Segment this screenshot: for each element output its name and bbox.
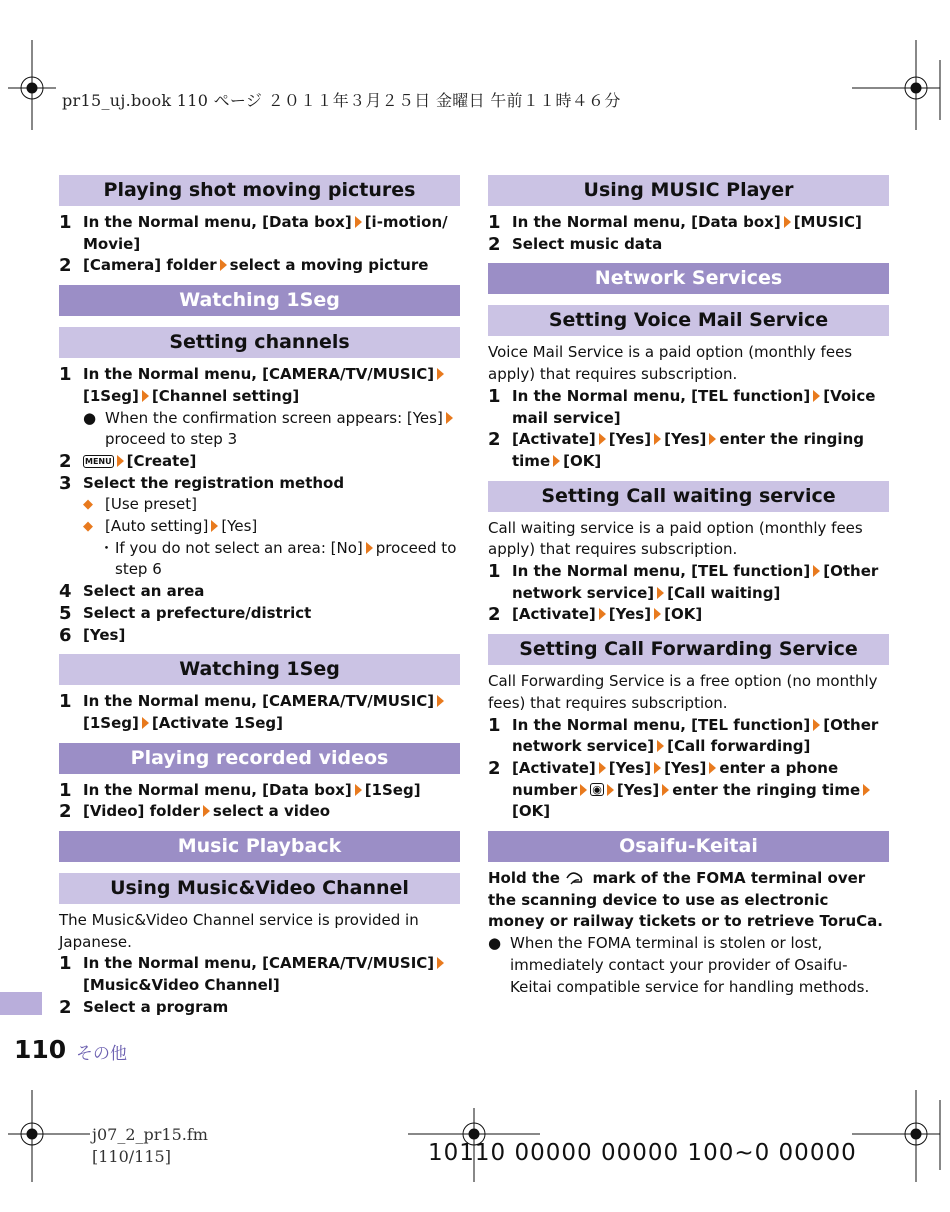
chapter-title: Osaifu-Keitai [488, 831, 889, 862]
section-title: Using Music&Video Channel [59, 873, 460, 904]
step: 1 In the Normal menu, [CAMERA/TV/MUSIC][Music&Video Channel] [59, 953, 460, 996]
paragraph: Call waiting service is a paid option (monthly fees apply) that requires subscription. [488, 518, 863, 559]
note-bullet: ● When the confirmation screen appears: [Yes]proceed to step 3 [59, 408, 460, 451]
step: 3 Select the registration method [59, 472, 345, 494]
paragraph-bold: Hold the mark of the FOMA terminal over the scanning device to use as electronic money or railway tickets or to retrieve ToruCa. [488, 869, 884, 931]
left-column [59, 175, 460, 1019]
sub-bullet: ・ If you do not select an area: [No] proceed to step 6 [99, 538, 457, 579]
barcode-text: 10110 00000 00000 100~0 00000 [428, 1140, 857, 1166]
section-title: Setting Voice Mail Service [488, 305, 889, 336]
paragraph: Voice Mail Service is a paid option (monthly fees apply) that requires subscription. [488, 343, 853, 384]
print-header: pr15_uj.book 110 ページ ２０１１年３月２５日 金曜日 午前１１時４６分 [62, 91, 621, 110]
step: 1 In the Normal menu, [CAMERA/TV/MUSIC][1Seg] [Activate 1Seg] [59, 691, 460, 734]
option-bullet: ◆ [Auto setting] [Yes] [83, 517, 258, 536]
step: 1 In the Normal menu, [TEL function] [Other network service] [Call waiting] [488, 561, 879, 602]
chapter-title: Watching 1Seg [59, 285, 460, 316]
section-title: Watching 1Seg [59, 654, 460, 685]
file-name: j07_2_pr15.fm [92, 1125, 208, 1144]
step: 1 In the Normal menu, [TEL function] [Other network service] [Call forwarding] [488, 714, 879, 756]
step: 1 In the Normal menu, [TEL function] [Voice mail service] [488, 385, 876, 427]
step: 1 In the Normal menu, [Data box] [1Seg] [59, 779, 421, 801]
step: 4 Select an area [59, 581, 205, 603]
section-title: Setting Call Forwarding Service [488, 634, 889, 665]
page-number: 110 [14, 1035, 67, 1064]
note-bullet: ● When the FOMA terminal is stolen or lost, immediately contact your provider of Osaifu-Keitai compatible service for handling methods. [488, 934, 870, 996]
step: 2 MENU [Create] [59, 450, 197, 472]
chapter-title: Playing recorded videos [59, 743, 460, 774]
option-bullet: ◆ [Use preset] [83, 495, 198, 514]
section-tab-marker [0, 992, 42, 1015]
file-pages: [110/115] [92, 1147, 171, 1166]
paragraph: The Music&Video Channel service is provided in Japanese. [59, 911, 419, 951]
section-title: Using MUSIC Player [488, 175, 889, 206]
section-name: その他 [76, 1044, 127, 1064]
chapter-title: Music Playback [59, 831, 460, 862]
paragraph: Call Forwarding Service is a free option (no monthly fees) that requires subscription. [488, 672, 878, 712]
step: 2 [Activate] [Yes] [Yes] enter the ringing time [OK] [488, 429, 864, 470]
step: 6 [Yes] [59, 624, 126, 646]
step: 2 Select music data [488, 233, 663, 255]
step: 2 [Video] folder select a video [59, 801, 331, 823]
section-title: Setting channels [59, 327, 460, 358]
step: 2 [Activate] [Yes] [OK] [488, 604, 703, 626]
chapter-title: Network Services [488, 263, 889, 294]
step: 2 [Activate] [Yes] [Yes] enter a phone number ◉ [Yes] enter the ringing time[OK] [488, 758, 889, 823]
camera-key-icon: ◉ [592, 782, 602, 796]
step: 2 [Camera] folder select a moving picture [59, 255, 429, 277]
file-info [92, 1124, 208, 1168]
section-title: Playing shot moving pictures [59, 175, 460, 206]
section-title: Setting Call waiting service [488, 481, 889, 512]
step: 1 In the Normal menu, [Data box] [MUSIC] [488, 212, 862, 233]
step: 1 In the Normal menu, [Data box] [i-motion/ Movie] [59, 212, 448, 253]
felica-mark-icon [565, 870, 587, 886]
step: 1 In the Normal menu, [CAMERA/TV/MUSIC][1Seg] [Channel setting] [59, 364, 460, 407]
menu-key-icon: MENU [85, 456, 112, 466]
step: 5 Select a prefecture/district [59, 602, 312, 624]
right-column [488, 175, 889, 998]
step: 2 Select a program [59, 996, 229, 1018]
